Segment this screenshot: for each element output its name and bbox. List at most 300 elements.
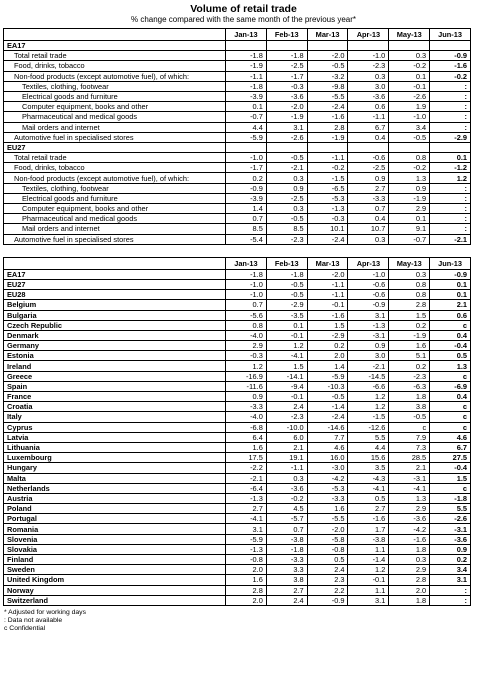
row-label: Food, drinks, tobacco — [4, 61, 226, 71]
page-subtitle: % change compared with the same month of the previous year* — [130, 15, 356, 24]
table-row — [4, 112, 471, 122]
cell-value: -1.1 — [266, 463, 307, 473]
cell-value: -5.9 — [307, 371, 348, 381]
cell-value: -2.5 — [348, 163, 389, 173]
row-label: Italy — [4, 412, 226, 422]
row-label: Malta — [4, 473, 226, 483]
cell-value: 0.9 — [348, 341, 389, 351]
col-header: Jun-13 — [430, 257, 471, 269]
cell-value: -1.1 — [348, 112, 389, 122]
row-label: Romania — [4, 524, 226, 534]
cell-value: -0.5 — [266, 214, 307, 224]
cell-value: -0.3 — [266, 81, 307, 91]
cell-value: -4.1 — [389, 483, 430, 493]
cell-value: 1.3 — [430, 361, 471, 371]
cell-value: -1.3 — [226, 544, 267, 554]
cell-value: -1.4 — [307, 402, 348, 412]
cell-value: -1.1 — [307, 290, 348, 300]
cell-value: 3.8 — [266, 575, 307, 585]
cell-value: 0.9 — [430, 544, 471, 554]
cell-value: -2.9 — [266, 300, 307, 310]
cell-value: 2.9 — [389, 565, 430, 575]
footnotes — [4, 609, 487, 633]
row-label: Pharmaceutical and medical goods — [4, 214, 226, 224]
row-label: Mail orders and internet — [4, 122, 226, 132]
row-label: Switzerland — [4, 595, 226, 605]
cell-value: 0.1 — [226, 102, 267, 112]
cell-value: : — [430, 193, 471, 203]
cell-value: : — [430, 183, 471, 193]
table-row — [4, 330, 471, 340]
cell-value: 4.6 — [430, 432, 471, 442]
cell-value: 2.7 — [226, 504, 267, 514]
cell-value: 0.3 — [389, 269, 430, 279]
table-row — [4, 71, 471, 81]
cell-value: -1.1 — [307, 279, 348, 289]
table-row — [4, 61, 471, 71]
table-header-row — [4, 29, 471, 41]
row-label: Spain — [4, 381, 226, 391]
cell-value: -1.8 — [266, 544, 307, 554]
row-label: Denmark — [4, 330, 226, 340]
cell-value: -1.0 — [389, 112, 430, 122]
cell-value: -1.8 — [266, 51, 307, 61]
cell-value: -5.5 — [307, 91, 348, 101]
cell-value: 5.1 — [389, 351, 430, 361]
cell-value: 2.1 — [430, 300, 471, 310]
table-row — [4, 555, 471, 565]
cell-value: 28.5 — [389, 453, 430, 463]
row-label: Finland — [4, 555, 226, 565]
cell-value: 2.8 — [226, 585, 267, 595]
cell-value: 0.6 — [348, 102, 389, 112]
cell-value: 3.4 — [430, 565, 471, 575]
table-eu-aggregates — [3, 28, 471, 245]
cell-value: -3.0 — [307, 463, 348, 473]
cell-value: -2.0 — [307, 51, 348, 61]
row-label: Food, drinks, tobacco — [4, 163, 226, 173]
row-label: Lithuania — [4, 442, 226, 452]
cell-value — [307, 41, 348, 51]
col-header: Apr-13 — [348, 29, 389, 41]
cell-value: : — [430, 112, 471, 122]
cell-value: -9.8 — [307, 81, 348, 91]
col-header: Jan-13 — [226, 29, 267, 41]
cell-value: -3.9 — [226, 91, 267, 101]
cell-value: 8.5 — [226, 224, 267, 234]
cell-value: -0.6 — [348, 153, 389, 163]
cell-value: -14.6 — [307, 422, 348, 432]
cell-value: c — [430, 483, 471, 493]
row-label: EA17 — [4, 41, 226, 51]
cell-value: 1.3 — [389, 493, 430, 503]
cell-value: -5.6 — [226, 310, 267, 320]
cell-value — [430, 41, 471, 51]
cell-value: 0.1 — [389, 214, 430, 224]
cell-value: 0.1 — [430, 290, 471, 300]
cell-value: 15.6 — [348, 453, 389, 463]
cell-value: 2.4 — [307, 565, 348, 575]
cell-value: -3.6 — [266, 483, 307, 493]
cell-value — [430, 142, 471, 152]
cell-value: c — [430, 422, 471, 432]
cell-value: -0.2 — [389, 163, 430, 173]
cell-value: 1.2 — [226, 361, 267, 371]
cell-value: 2.9 — [226, 341, 267, 351]
cell-value: 0.2 — [307, 341, 348, 351]
table-row — [4, 412, 471, 422]
cell-value: -9.4 — [266, 381, 307, 391]
cell-value — [266, 142, 307, 152]
row-label: Non-food products (except automotive fuel), of which: — [4, 71, 226, 81]
row-label: EU27 — [4, 279, 226, 289]
table-body — [4, 41, 471, 245]
cell-value: -2.2 — [226, 463, 267, 473]
cell-value: -6.4 — [226, 483, 267, 493]
cell-value: 0.2 — [389, 361, 430, 371]
cell-value: -4.2 — [389, 524, 430, 534]
cell-value: -1.5 — [307, 173, 348, 183]
cell-value: 1.3 — [389, 173, 430, 183]
cell-value: 10.7 — [348, 224, 389, 234]
cell-value: -5.4 — [226, 234, 267, 244]
cell-value: -12.6 — [348, 422, 389, 432]
cell-value: 2.1 — [389, 463, 430, 473]
cell-value: 1.5 — [389, 310, 430, 320]
table-row — [4, 163, 471, 173]
cell-value: 2.1 — [266, 442, 307, 452]
cell-value: -0.6 — [348, 279, 389, 289]
row-label: Sweden — [4, 565, 226, 575]
cell-value: 2.9 — [389, 204, 430, 214]
cell-value: 0.6 — [430, 310, 471, 320]
footnote: : Data not available — [4, 616, 63, 624]
cell-value: -2.6 — [430, 514, 471, 524]
table-row — [4, 361, 471, 371]
cell-value: 1.5 — [307, 320, 348, 330]
cell-value: 0.7 — [226, 214, 267, 224]
cell-value: 0.5 — [430, 351, 471, 361]
cell-value: 3.1 — [266, 122, 307, 132]
cell-value: 0.3 — [266, 473, 307, 483]
cell-value: 1.2 — [348, 402, 389, 412]
cell-value: 6.4 — [226, 432, 267, 442]
cell-value: -1.9 — [389, 193, 430, 203]
cell-value: -0.1 — [266, 330, 307, 340]
row-label: Norway — [4, 585, 226, 595]
col-header: May-13 — [389, 29, 430, 41]
cell-value: 1.6 — [226, 575, 267, 585]
cell-value: -3.3 — [266, 555, 307, 565]
cell-value: -2.1 — [266, 163, 307, 173]
cell-value: 3.0 — [348, 81, 389, 91]
table-row — [4, 483, 471, 493]
cell-value: 2.7 — [348, 504, 389, 514]
table-row — [4, 565, 471, 575]
cell-value: 0.1 — [430, 153, 471, 163]
cell-value: 1.2 — [348, 565, 389, 575]
cell-value: -5.9 — [226, 132, 267, 142]
row-label: Luxembourg — [4, 453, 226, 463]
cell-value: -0.2 — [307, 163, 348, 173]
cell-value: 3.5 — [348, 463, 389, 473]
cell-value: -5.5 — [307, 514, 348, 524]
cell-value: c — [430, 412, 471, 422]
table-row — [4, 493, 471, 503]
cell-value: 6.7 — [348, 122, 389, 132]
cell-value: -6.8 — [226, 422, 267, 432]
cell-value: -0.6 — [348, 290, 389, 300]
cell-value: -0.8 — [226, 555, 267, 565]
table-row — [4, 504, 471, 514]
row-label: Computer equipment, books and other — [4, 204, 226, 214]
cell-value: 2.0 — [389, 585, 430, 595]
footnote: c Confidential — [4, 624, 46, 632]
cell-value: : — [430, 81, 471, 91]
cell-value: -0.3 — [226, 351, 267, 361]
cell-value: 0.3 — [266, 173, 307, 183]
cell-value: 0.7 — [348, 204, 389, 214]
cell-value: -1.8 — [226, 269, 267, 279]
cell-value: 0.9 — [226, 392, 267, 402]
col-header: Feb-13 — [266, 257, 307, 269]
row-label: Portugal — [4, 514, 226, 524]
cell-value: c — [430, 320, 471, 330]
cell-value: 1.5 — [266, 361, 307, 371]
table-row — [4, 514, 471, 524]
cell-value: 1.4 — [226, 204, 267, 214]
table-row — [4, 341, 471, 351]
cell-value: -0.1 — [307, 300, 348, 310]
cell-value: 3.1 — [348, 310, 389, 320]
cell-value: 5.5 — [348, 432, 389, 442]
row-label: Non-food products (except automotive fuel), of which: — [4, 173, 226, 183]
cell-value: 0.1 — [430, 279, 471, 289]
table-row — [4, 381, 471, 391]
cell-value: 0.5 — [348, 493, 389, 503]
cell-value: 0.2 — [430, 555, 471, 565]
cell-value: -2.0 — [307, 524, 348, 534]
cell-value: -0.7 — [226, 112, 267, 122]
cell-value: 0.8 — [389, 290, 430, 300]
col-header: Jun-13 — [430, 29, 471, 41]
col-header: May-13 — [389, 257, 430, 269]
cell-value: -0.1 — [348, 575, 389, 585]
row-label: Slovenia — [4, 534, 226, 544]
cell-value: -1.9 — [226, 61, 267, 71]
cell-value: -0.9 — [430, 269, 471, 279]
cell-value: 1.4 — [307, 361, 348, 371]
cell-value: -0.4 — [430, 463, 471, 473]
cell-value: -3.5 — [266, 310, 307, 320]
table-row — [4, 595, 471, 605]
cell-value: -2.3 — [348, 61, 389, 71]
cell-value: -0.9 — [430, 51, 471, 61]
row-label: Austria — [4, 493, 226, 503]
cell-value: 7.3 — [389, 442, 430, 452]
table-row — [4, 193, 471, 203]
table-row — [4, 585, 471, 595]
cell-value: -1.9 — [307, 132, 348, 142]
cell-value: 0.3 — [389, 555, 430, 565]
cell-value: -0.5 — [266, 153, 307, 163]
cell-value: -3.1 — [430, 524, 471, 534]
cell-value: 2.0 — [226, 595, 267, 605]
cell-value: c — [430, 402, 471, 412]
cell-value: 3.1 — [226, 524, 267, 534]
cell-value: -0.3 — [307, 214, 348, 224]
cell-value: 3.8 — [389, 402, 430, 412]
cell-value: -0.8 — [307, 544, 348, 554]
cell-value — [226, 142, 267, 152]
cell-value: 0.3 — [348, 234, 389, 244]
cell-value: 0.3 — [266, 204, 307, 214]
cell-value: -5.7 — [266, 514, 307, 524]
table-row — [4, 173, 471, 183]
cell-value: -1.8 — [226, 81, 267, 91]
cell-value: 1.1 — [348, 585, 389, 595]
cell-value: -0.4 — [430, 341, 471, 351]
cell-value: : — [430, 122, 471, 132]
cell-value: 0.5 — [307, 555, 348, 565]
cell-value: 4.6 — [307, 442, 348, 452]
cell-value: 0.9 — [389, 183, 430, 193]
cell-value: -1.8 — [226, 51, 267, 61]
table-row — [4, 132, 471, 142]
cell-value: -3.6 — [266, 91, 307, 101]
cell-value — [307, 142, 348, 152]
cell-value: -2.3 — [389, 371, 430, 381]
table-row — [4, 320, 471, 330]
cell-value: -2.3 — [266, 412, 307, 422]
cell-value: -1.0 — [348, 269, 389, 279]
header-blank — [4, 29, 226, 41]
cell-value — [266, 41, 307, 51]
cell-value — [389, 41, 430, 51]
cell-value: -0.1 — [389, 81, 430, 91]
cell-value: 27.5 — [430, 453, 471, 463]
cell-value: -10.0 — [266, 422, 307, 432]
cell-value: 2.2 — [307, 585, 348, 595]
cell-value: -4.3 — [348, 473, 389, 483]
cell-value: -1.0 — [226, 153, 267, 163]
cell-value: -4.0 — [226, 412, 267, 422]
table-row — [4, 269, 471, 279]
table-row — [4, 453, 471, 463]
header-blank — [4, 257, 226, 269]
cell-value: 1.8 — [389, 392, 430, 402]
cell-value: : — [430, 91, 471, 101]
cell-value: 7.9 — [389, 432, 430, 442]
row-label: Poland — [4, 504, 226, 514]
table-row — [4, 214, 471, 224]
cell-value: : — [430, 224, 471, 234]
cell-value: 3.1 — [348, 595, 389, 605]
cell-value: -0.5 — [266, 279, 307, 289]
cell-value: -4.1 — [226, 514, 267, 524]
table-row — [4, 402, 471, 412]
cell-value: 2.8 — [389, 575, 430, 585]
cell-value: : — [430, 585, 471, 595]
cell-value: -1.7 — [226, 163, 267, 173]
cell-value: 0.9 — [348, 173, 389, 183]
cell-value: -11.6 — [226, 381, 267, 391]
table-header-row — [4, 257, 471, 269]
row-label: Hungary — [4, 463, 226, 473]
cell-value: -3.3 — [348, 193, 389, 203]
cell-value: -1.1 — [226, 71, 267, 81]
table-row — [4, 310, 471, 320]
row-label: Pharmaceutical and medical goods — [4, 112, 226, 122]
cell-value: -6.5 — [307, 183, 348, 193]
row-label: Latvia — [4, 432, 226, 442]
table-row — [4, 534, 471, 544]
page-title: Volume of retail trade — [190, 3, 297, 15]
cell-value: -3.3 — [226, 402, 267, 412]
cell-value: -1.1 — [307, 153, 348, 163]
row-label: Total retail trade — [4, 51, 226, 61]
cell-value: -0.2 — [430, 71, 471, 81]
cell-value: -4.1 — [348, 483, 389, 493]
table-row — [4, 102, 471, 112]
table-countries — [3, 257, 471, 606]
cell-value: 0.7 — [266, 524, 307, 534]
col-header: Mar-13 — [307, 257, 348, 269]
cell-value: -3.8 — [348, 534, 389, 544]
cell-value: -1.8 — [430, 493, 471, 503]
cell-value: -2.5 — [266, 193, 307, 203]
cell-value: 16.0 — [307, 453, 348, 463]
cell-value: 3.4 — [389, 122, 430, 132]
cell-value: : — [430, 595, 471, 605]
row-label: Electrical goods and furniture — [4, 91, 226, 101]
cell-value: -1.6 — [307, 310, 348, 320]
cell-value: -2.9 — [307, 330, 348, 340]
cell-value: -2.1 — [348, 361, 389, 371]
cell-value: 1.6 — [226, 442, 267, 452]
cell-value — [226, 41, 267, 51]
cell-value: -6.6 — [348, 381, 389, 391]
cell-value: 2.4 — [266, 595, 307, 605]
cell-value: 2.7 — [348, 183, 389, 193]
cell-value: -4.1 — [266, 351, 307, 361]
col-header: Feb-13 — [266, 29, 307, 41]
cell-value — [348, 142, 389, 152]
row-label: Czech Republic — [4, 320, 226, 330]
cell-value: -10.3 — [307, 381, 348, 391]
row-label: Computer equipment, books and other — [4, 102, 226, 112]
cell-value: -0.5 — [389, 412, 430, 422]
cell-value — [389, 142, 430, 152]
cell-value: : — [430, 214, 471, 224]
footnote: * Adjusted for working days — [4, 608, 86, 616]
cell-value: 1.8 — [389, 544, 430, 554]
cell-value: -3.6 — [430, 534, 471, 544]
table-row — [4, 524, 471, 534]
cell-value: 8.5 — [266, 224, 307, 234]
cell-value: -1.9 — [266, 112, 307, 122]
row-label: Total retail trade — [4, 153, 226, 163]
cell-value: -2.6 — [389, 91, 430, 101]
cell-value — [348, 41, 389, 51]
cell-value: -3.8 — [266, 534, 307, 544]
cell-value: 3.1 — [430, 575, 471, 585]
col-header: Apr-13 — [348, 257, 389, 269]
cell-value: -2.0 — [307, 269, 348, 279]
cell-value: 5.5 — [430, 504, 471, 514]
col-header: Mar-13 — [307, 29, 348, 41]
row-label: Cyprus — [4, 422, 226, 432]
